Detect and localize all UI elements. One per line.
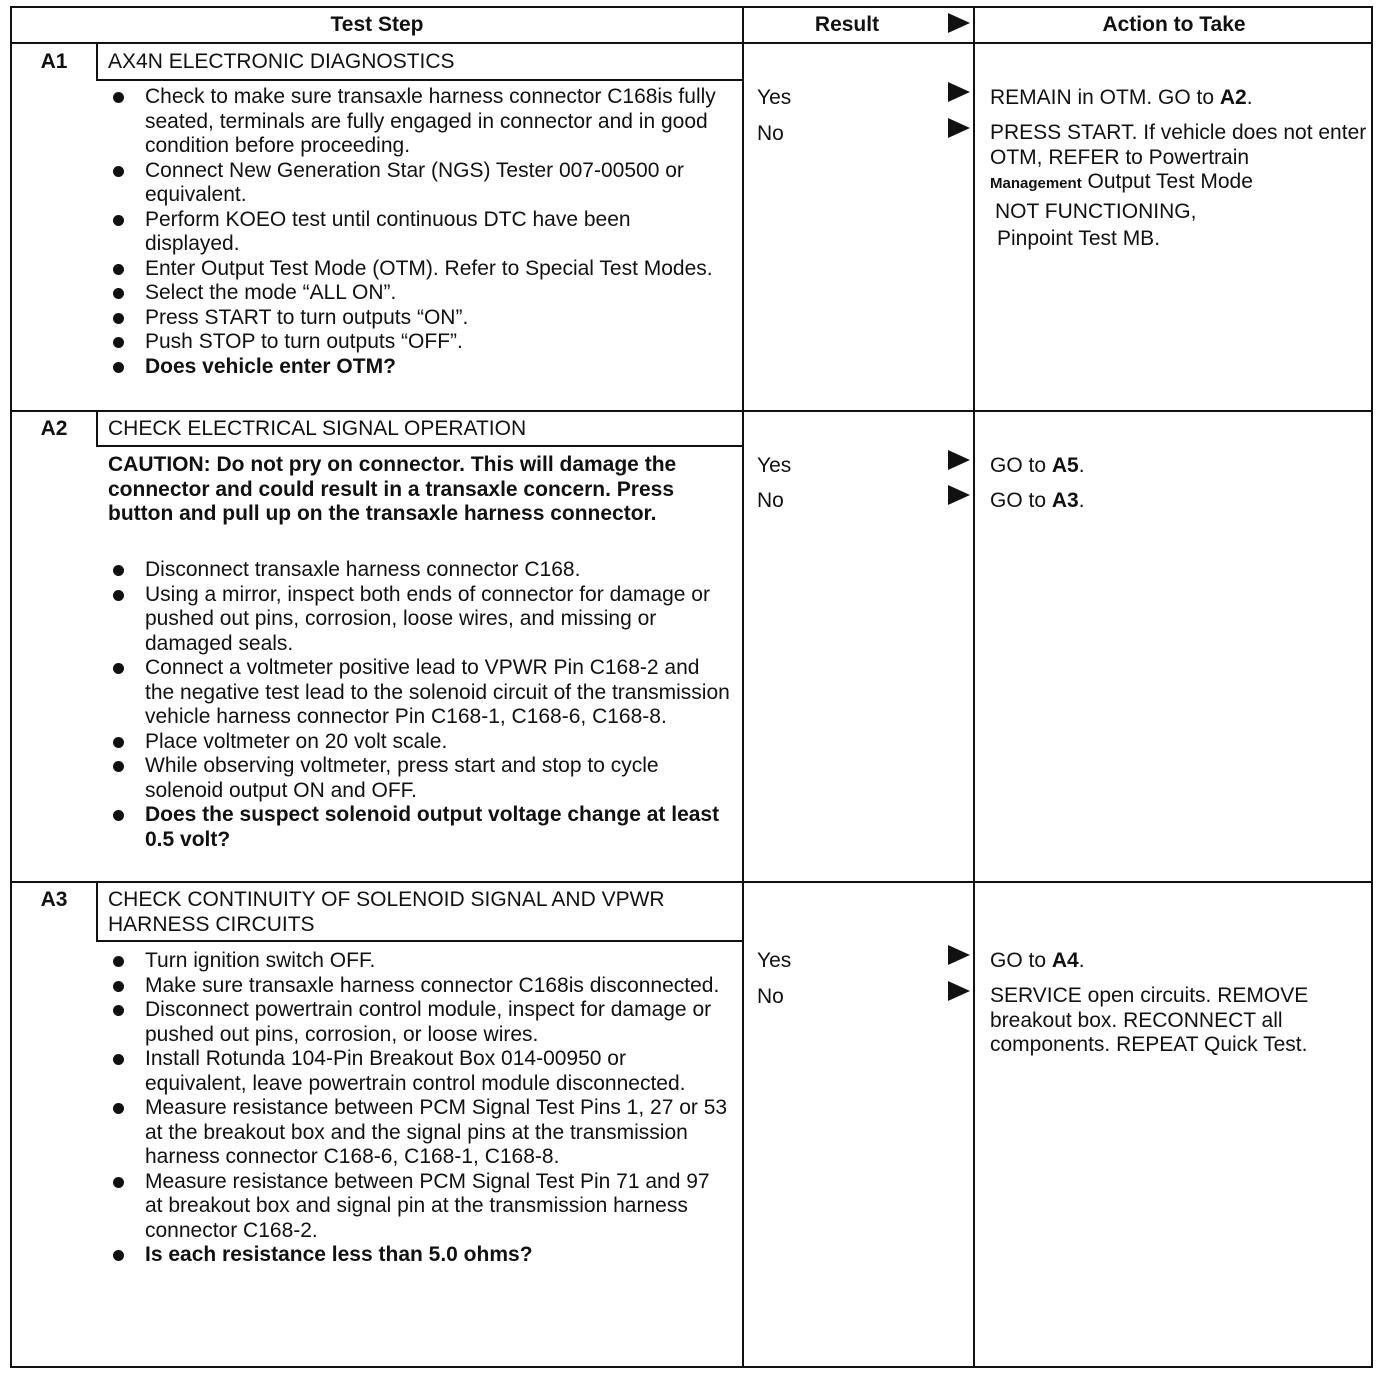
action-text: . (1078, 454, 1085, 477)
header-result: Result (814, 13, 880, 36)
list-item-question: Does vehicle enter OTM? (108, 355, 730, 380)
step-a1-checklist (108, 85, 730, 379)
result-arrow-icon (948, 945, 970, 965)
list-item: Press START to turn outputs “ON”. (108, 306, 730, 331)
list-item: Disconnect transaxle harness connector C168. (108, 558, 730, 583)
action-text (990, 170, 1368, 197)
step-id: A2 (40, 417, 68, 440)
diagnostic-table (10, 6, 1373, 1368)
id-divider (96, 881, 98, 941)
step-reference-link[interactable]: A4 (1051, 949, 1079, 972)
action-text: NOT FUNCTIONING, (995, 199, 1197, 223)
step-title: AX4N ELECTRONIC DIAGNOSTICS (108, 50, 455, 73)
list-item: While observing voltmeter, press start and stop to cycle solenoid output ON and OFF. (108, 754, 730, 803)
step-id: A1 (40, 50, 68, 73)
step-reference-link[interactable]: A2 (1219, 86, 1247, 109)
caution-note: CAUTION: Do not pry on connector. This will damage the connector and could result in a transaxle concern. Press button and pull up on the transaxle harness connector. (108, 453, 677, 525)
step-a3-checklist (108, 949, 730, 1268)
list-item: Install Rotunda 104-Pin Breakout Box 014-00950 or equivalent, leave powertrain control module disconnected. (108, 1047, 730, 1096)
result-no: No (757, 985, 784, 1008)
list-item: Place voltmeter on 20 volt scale. (108, 730, 730, 755)
row-rule (12, 410, 1371, 412)
list-item: Select the mode “ALL ON”. (108, 281, 730, 306)
step-reference-link[interactable]: A5 (1051, 454, 1079, 477)
header-test-step: Test Step (330, 13, 424, 36)
result-arrow-icon (948, 118, 970, 138)
list-item-question: Does the suspect solenoid output voltage change at least 0.5 volt? (108, 803, 730, 852)
action-text: GO to (990, 454, 1052, 477)
id-divider (96, 410, 98, 447)
result-no: No (757, 122, 784, 145)
row-rule (12, 881, 1371, 883)
step-title: CHECK CONTINUITY OF SOLENOID SIGNAL AND VPWR HARNESS CIRCUITS (108, 888, 665, 936)
list-item: Measure resistance between PCM Signal Test Pins 1, 27 or 53 at the breakout box and the signal pins at the transmission harness connector C168-6, C168-1, C168-8. (108, 1096, 730, 1170)
action-text: . (1078, 949, 1085, 972)
id-divider (96, 42, 98, 79)
action-text: Pinpoint Test MB. (997, 227, 1161, 250)
divider-result-column (742, 8, 744, 1366)
result-arrow-icon (948, 981, 970, 1001)
list-item: Disconnect powertrain control module, inspect for damage or pushed out pins, corrosion, or loose wires. (108, 998, 730, 1047)
result-yes: Yes (757, 949, 792, 972)
list-item: Make sure transaxle harness connector C168is disconnected. (108, 974, 730, 999)
step-reference-link[interactable]: A3 (1051, 489, 1079, 512)
action-text: GO to (990, 949, 1052, 972)
action-text: Output Test Mode (1081, 170, 1253, 193)
list-item: Push STOP to turn outputs “OFF”. (108, 330, 730, 355)
action-yes (990, 454, 1368, 479)
list-item: Connect a voltmeter positive lead to VPWR Pin C168-2 and the negative test lead to the solenoid circuit of the transmission vehicle harness connector Pin C168-1, C168-6, C168-8. (108, 656, 730, 730)
step-a2-checklist (108, 558, 730, 852)
action-no (990, 121, 1368, 252)
action-text: GO to (990, 489, 1052, 512)
action-text: . (1246, 86, 1253, 109)
list-item: Enter Output Test Mode (OTM). Refer to Special Test Modes. (108, 257, 730, 282)
divider-action-column (973, 8, 975, 1366)
header-rule (12, 42, 1371, 44)
result-no: No (757, 489, 784, 512)
result-arrow-icon (948, 485, 970, 505)
list-item: Measure resistance between PCM Signal Test Pin 71 and 97 at breakout box and signal pin at the transmission harness connector C168-2. (108, 1170, 730, 1244)
list-item: Connect New Generation Star (NGS) Tester 007-00500 or equivalent. (108, 159, 730, 208)
list-item-question: Is each resistance less than 5.0 ohms? (108, 1243, 730, 1268)
header-arrow-icon (948, 13, 970, 33)
action-yes (990, 86, 1368, 111)
header-action: Action to Take (1102, 13, 1246, 36)
result-arrow-icon (948, 450, 970, 470)
result-yes: Yes (757, 86, 792, 109)
step-id: A3 (40, 888, 68, 911)
action-text: . (1078, 489, 1085, 512)
action-no: SERVICE open circuits. REMOVE breakout box. RECONNECT all components. REPEAT Quick Test. (990, 984, 1309, 1056)
list-item: Perform KOEO test until continuous DTC have been displayed. (108, 208, 730, 257)
result-yes: Yes (757, 454, 792, 477)
action-no (990, 489, 1368, 514)
action-text: PRESS START. If vehicle does not enter OTM, REFER to Powertrain (990, 121, 1367, 169)
action-text-small: Management (990, 175, 1082, 192)
result-arrow-icon (948, 82, 970, 102)
list-item: Check to make sure transaxle harness connector C168is fully seated, terminals are fully engaged in connector and in good condition before proceeding. (108, 85, 730, 159)
title-rule (96, 445, 742, 447)
action-text: REMAIN in OTM. GO to (990, 86, 1220, 109)
list-item: Turn ignition switch OFF. (108, 949, 730, 974)
title-rule (96, 79, 742, 81)
step-title: CHECK ELECTRICAL SIGNAL OPERATION (108, 417, 527, 440)
title-rule (96, 940, 742, 942)
list-item: Using a mirror, inspect both ends of connector for damage or pushed out pins, corrosion, loose wires, and missing or damaged seals. (108, 583, 730, 657)
action-yes (990, 949, 1368, 974)
